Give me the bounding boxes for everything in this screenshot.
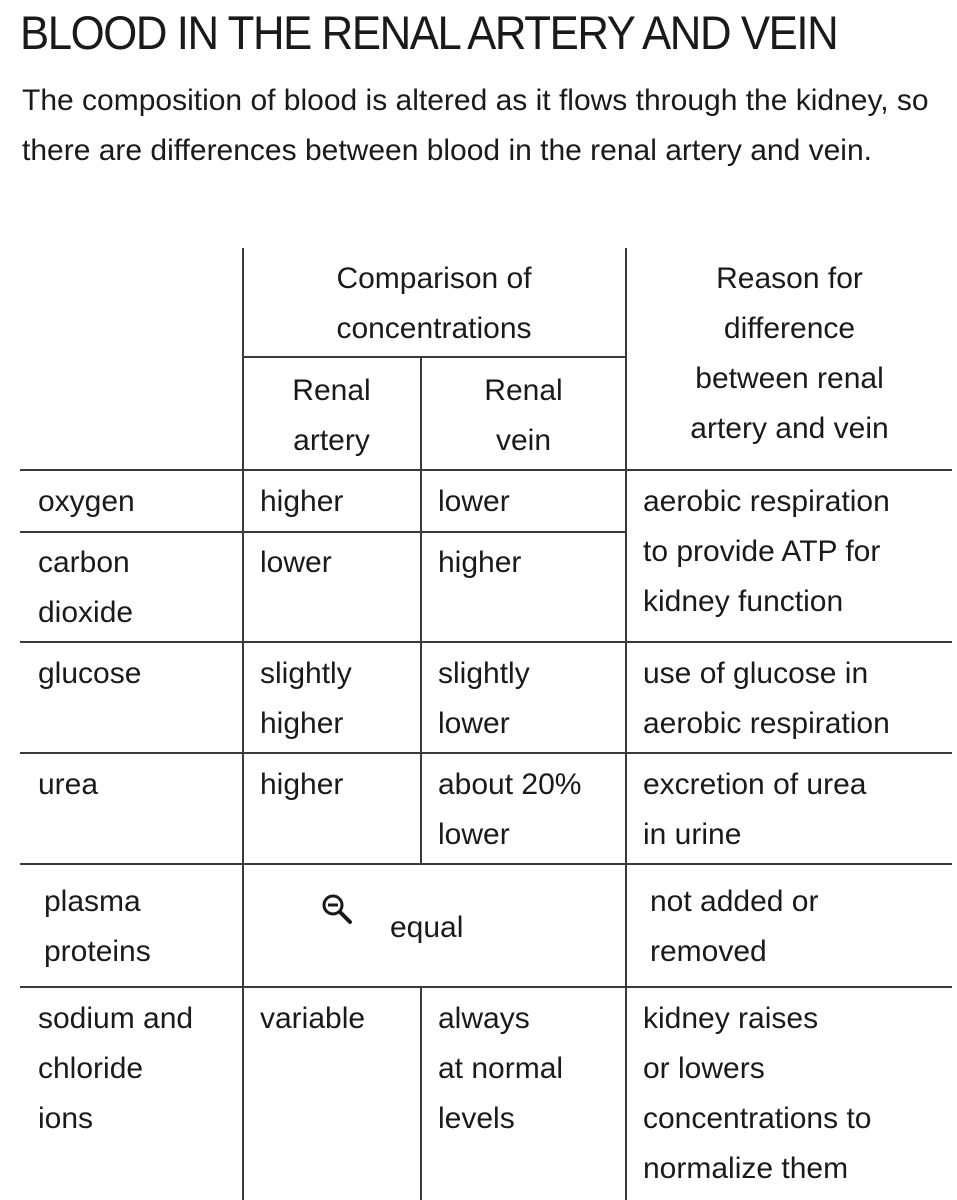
rule-oxygen-bottom <box>20 531 627 533</box>
reason-line: use of glucose in <box>643 657 869 690</box>
vein-value: lower <box>438 707 510 740</box>
reason-line: kidney function <box>643 585 844 618</box>
header-reason-line: between renal <box>695 362 884 395</box>
header-vein-line: vein <box>495 424 552 457</box>
row-oxygen-artery <box>260 477 343 527</box>
substance-line: dioxide <box>38 596 134 629</box>
reason-line: aerobic respiration <box>643 485 890 518</box>
rule-under-comparison <box>243 356 627 358</box>
row-plasma-proteins-reason <box>650 877 818 977</box>
row-plasma-proteins-substance <box>44 877 151 977</box>
zoom-out-icon[interactable] <box>318 890 358 930</box>
substance-line: glucose <box>38 657 142 690</box>
reason-line: concentrations to <box>643 1102 872 1135</box>
row-urea-reason <box>643 760 866 860</box>
reason-line: to provide ATP for <box>643 535 881 568</box>
substance-line: proteins <box>44 935 151 968</box>
header-artery-line: Renal <box>292 374 371 407</box>
vein-value: lower <box>438 818 510 851</box>
substance-line: plasma <box>44 885 141 918</box>
header-artery-line: artery <box>293 424 370 457</box>
reason-gases <box>643 477 890 627</box>
header-reason-line: difference <box>723 312 856 345</box>
vein-value: always <box>438 1002 530 1035</box>
row-sodium-chloride-artery <box>260 994 365 1044</box>
header-comparison-line: Comparison of <box>336 262 532 295</box>
reason-line: or lowers <box>643 1052 765 1085</box>
merged-value: equal <box>390 911 464 944</box>
rule-urea-bottom <box>20 863 952 865</box>
row-glucose-reason <box>643 649 890 749</box>
row-glucose-substance <box>38 649 141 699</box>
row-urea-vein <box>438 760 581 860</box>
rule-header-bottom <box>20 469 952 471</box>
header-reason <box>627 254 952 454</box>
vein-value: lower <box>438 485 510 518</box>
artery-value: higher <box>260 768 344 801</box>
header-reason-line: Reason for <box>716 262 863 295</box>
substance-line: oxygen <box>38 485 135 518</box>
row-carbon-dioxide-substance <box>38 538 133 638</box>
header-comparison <box>243 254 625 354</box>
header-comparison-line: concentrations <box>336 312 532 345</box>
row-glucose-vein <box>438 649 530 749</box>
rule-glucose-bottom <box>20 752 952 754</box>
page-title: BLOOD IN THE RENAL ARTERY AND VEIN <box>20 6 838 59</box>
reason-line: aerobic respiration <box>643 707 890 740</box>
header-renal-vein <box>422 366 625 466</box>
substance-line: sodium and <box>38 1002 194 1035</box>
row-carbon-dioxide-artery <box>260 538 332 588</box>
reason-line: removed <box>650 935 767 968</box>
vein-value: at normal <box>438 1052 564 1085</box>
header-renal-artery <box>243 366 420 466</box>
row-sodium-chloride-reason <box>643 994 871 1194</box>
reason-line: kidney raises <box>643 1002 819 1035</box>
rule-gas-bottom <box>20 641 952 643</box>
substance-line: ions <box>38 1102 94 1135</box>
row-plasma-proteins-equal <box>390 903 463 953</box>
header-vein-line: Renal <box>484 374 563 407</box>
reason-line: in urine <box>643 818 742 851</box>
substance-line: urea <box>38 768 99 801</box>
row-sodium-chloride-vein <box>438 994 563 1144</box>
reason-line: normalize them <box>643 1152 849 1185</box>
artery-value: slightly <box>260 657 352 690</box>
substance-line: carbon <box>38 546 130 579</box>
row-urea-substance <box>38 760 98 810</box>
artery-value: lower <box>260 546 332 579</box>
reason-line: not added or <box>650 885 819 918</box>
reason-line: excretion of urea <box>643 768 867 801</box>
vein-value: about 20% <box>438 768 582 801</box>
substance-line: chloride <box>38 1052 144 1085</box>
rule-proteins-bottom <box>20 986 952 988</box>
row-oxygen-substance <box>38 477 135 527</box>
vein-value: higher <box>438 546 522 579</box>
row-carbon-dioxide-vein <box>438 538 521 588</box>
row-sodium-chloride-substance <box>38 994 193 1144</box>
artery-value: higher <box>260 485 344 518</box>
intro-paragraph: The composition of blood is altered as it flows through the kidney, so there are differences between blood in the renal artery and vein. <box>22 84 929 167</box>
row-urea-artery <box>260 760 343 810</box>
rule-artery-vein-divider-lower <box>420 987 422 1200</box>
artery-value: variable <box>260 1002 366 1035</box>
artery-value: higher <box>260 707 344 740</box>
row-oxygen-vein <box>438 477 510 527</box>
header-reason-line: artery and vein <box>690 412 889 445</box>
vein-value: levels <box>438 1102 515 1135</box>
vein-value: slightly <box>438 657 530 690</box>
row-glucose-artery <box>260 649 352 749</box>
